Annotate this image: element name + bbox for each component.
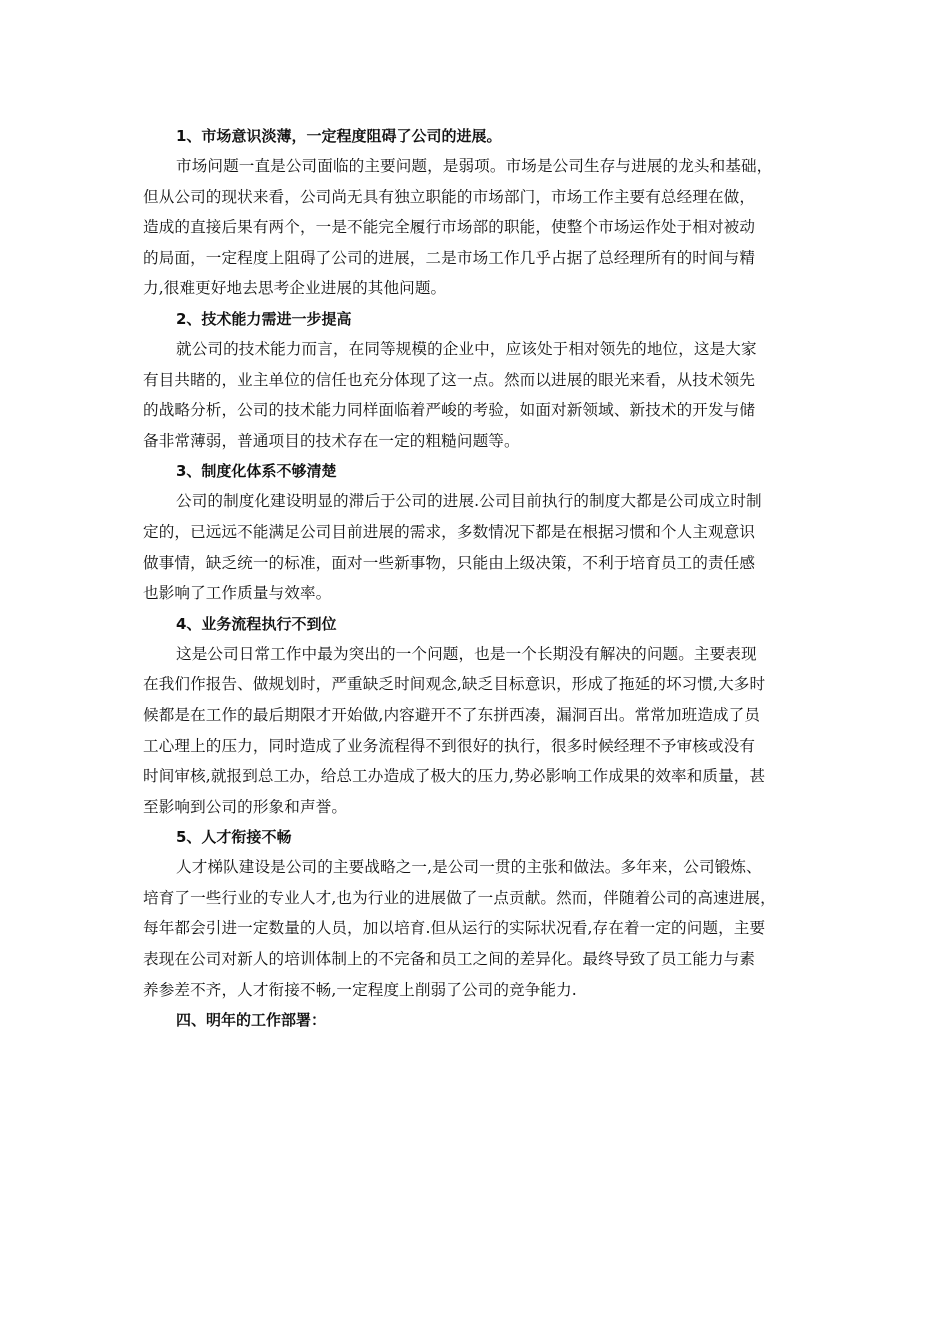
paragraph-line: 在我们作报告、做规划时，严重缺乏时间观念,缺乏目标意识，形成了拖延的坏习惯,大多时 [143,675,766,694]
paragraph-line: 的局面，一定程度上阻碍了公司的进展，二是市场工作几乎占据了总经理所有的时间与精 [143,248,756,267]
paragraph-line: 培育了一些行业的专业人才,也为行业的进展做了一点贡献。然而，伴随着公司的高速进展， [143,888,776,907]
paragraph-line: 也影响了工作质量与效率。 [143,584,332,603]
paragraph-line: 但从公司的现状来看，公司尚无具有独立职能的市场部门，市场工作主要有总经理在做， [143,187,756,206]
paragraph-line: 这是公司日常工作中最为突出的一个问题，也是一个长期没有解决的问题。主要表现 [176,644,757,663]
section-5 [143,822,825,1005]
paragraph-line: 人才梯队建设是公司的主要战略之一,是公司一贯的主张和做法。多年来，公司锻炼、 [176,858,762,877]
section-2 [143,304,825,456]
paragraph-line: 表现在公司对新人的培训体制上的不完备和员工之间的差异化。最终导致了员工能力与素 [143,950,756,969]
paragraph-line: 工心理上的压力，同时造成了业务流程得不到很好的执行，很多时候经理不予审核或没有 [143,736,756,755]
paragraph-line: 有目共睹的，业主单位的信任也充分体现了这一点。然而以进展的眼光来看，从技术领先 [143,370,756,389]
paragraph-line: 的战略分析，公司的技术能力同样面临着严峻的考验，如面对新领域、新技术的开发与储 [143,401,756,420]
paragraph-line: 至影响到公司的形象和声誉。 [143,797,348,816]
section-heading: 2、技术能力需进一步提高 [176,309,352,328]
section-heading: 1、市场意识淡薄，一定程度阻碍了公司的进展。 [176,127,502,145]
section-paragraph [143,151,825,304]
section-heading: 4、业务流程执行不到位 [176,614,337,633]
paragraph-line: 就公司的技术能力而言，在同等规模的企业中，应该处于相对领先的地位，这是大家 [176,339,757,358]
section-3 [143,456,825,608]
paragraph-line: 做事情，缺乏统一的标准，面对一些新事物，只能由上级决策，不利于培育员工的责任感 [143,553,756,572]
paragraph-line: 力,很难更好地去思考企业进展的其他问题。 [143,279,447,298]
section-1 [143,121,825,304]
section-next-year [143,1005,825,1035]
paragraph-line: 每年都会引进一定数量的人员，加以培育.但从运行的实际状况看,存在着一定的问题，主要 [143,919,766,938]
paragraph-line: 备非常薄弱，普通项目的技术存在一定的粗糙问题等。 [143,431,520,450]
paragraph-line: 定的，已远远不能满足公司目前进展的需求，多数情况下都是在根据习惯和个人主观意识 [143,522,756,541]
paragraph-line: 养参差不齐，人才衔接不畅,一定程度上削弱了公司的竞争能力. [143,980,577,999]
section-paragraph [143,334,825,456]
document-body [143,121,825,1035]
section-paragraph [143,486,825,608]
section-4 [143,609,825,823]
section-heading: 3、制度化体系不够清楚 [176,462,337,481]
paragraph-line: 候都是在工作的最后期限才开始做,内容避开不了东拼西凑，漏洞百出。常常加班造成了员 [143,705,761,724]
paragraph-line: 市场问题一直是公司面临的主要问题，是弱项。市场是公司生存与进展的龙头和基础， [176,157,773,175]
section-paragraph [143,852,825,1005]
section-paragraph [143,639,825,823]
paragraph-line: 时间审核,就报到总工办，给总工办造成了极大的压力,势必影响工作成果的效率和质量，甚 [143,767,766,786]
section-heading: 四、明年的工作部署： [176,1011,327,1030]
section-heading: 5、人才衔接不畅 [176,828,292,847]
paragraph-line: 造成的直接后果有两个，一是不能完全履行市场部的职能，使整个市场运作处于相对被动 [143,218,756,237]
paragraph-line: 公司的制度化建设明显的滞后于公司的进展.公司目前执行的制度大都是公司成立时制 [176,492,762,511]
